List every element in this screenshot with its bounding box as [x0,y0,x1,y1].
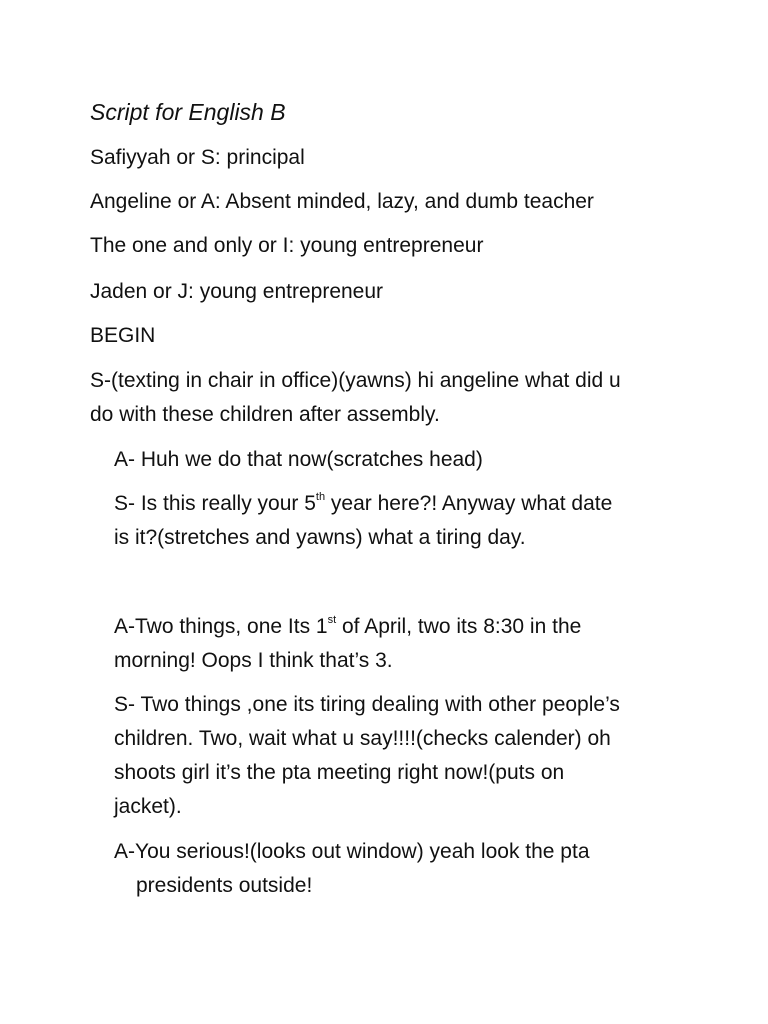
s3-line-3: shoots girl it’s the pta meeting right now!(puts on [114,761,565,784]
cast-line-the-one-and-only: The one and only or I: young entrepreneur [90,234,484,257]
s1-line-2: do with these children after assembly. [90,403,440,426]
a2-line-1 [114,610,581,644]
s1-line-1: S-(texting in chair in office)(yawns) hi angeline what did u [90,369,621,392]
begin-heading: BEGIN [90,324,156,347]
s2-line-1-start: S- Is this really your 5 [114,492,316,515]
cast-line-safiyyah: Safiyyah or S: principal [90,146,305,169]
s2-line-2: is it?(stretches and yawns) what a tiring day. [114,526,526,549]
s2-line-1 [114,487,612,521]
a2-ordinal-suffix: st [327,614,337,626]
s2-line-1-end: year here?! Anyway what date [325,492,613,515]
a3-line-1: A-You serious!(looks out window) yeah look the pta [114,840,590,863]
cast-line-jaden: Jaden or J: young entrepreneur [90,280,384,303]
s3-line-4: jacket). [114,795,182,818]
a3-line-2: presidents outside! [136,874,313,897]
a1-line: A- Huh we do that now(scratches head) [114,448,483,471]
s3-line-1: S- Two things ,one its tiring dealing with other people’s [114,693,620,716]
cast-line-angeline: Angeline or A: Absent minded, lazy, and dumb teacher [90,190,594,213]
s2-ordinal-suffix: th [315,491,326,503]
s3-line-2: children. Two, wait what u say!!!!(checks calender) oh [114,727,611,750]
a2-line-1-start: A-Two things, one Its 1 [114,615,328,638]
a2-line-1-end: of April, two its 8:30 in the [336,615,582,638]
document-title: Script for English B [90,99,286,125]
a2-line-2: morning! Oops I think that’s 3. [114,649,393,672]
